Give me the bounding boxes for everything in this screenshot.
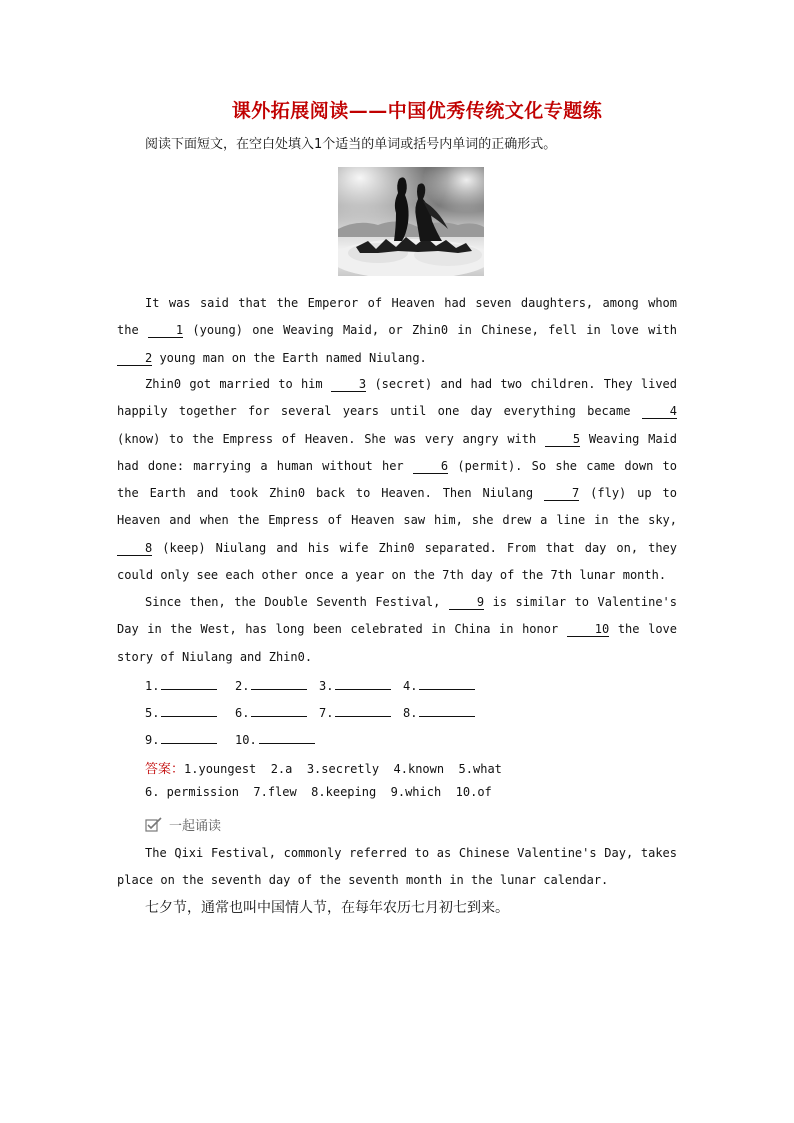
- answer-key-label: 答案：: [145, 762, 185, 777]
- blank-7: 7: [544, 486, 579, 501]
- passage-text: (secret) and had two children. They lived happily together for several years until one day everything became: [117, 377, 677, 419]
- passage-text: (know) to the Empress of Heaven. She was very angry with: [117, 431, 545, 446]
- answer-key-line-2: [145, 785, 492, 799]
- instruction-text: 阅读下面短文，在空白处填入1个适当的单词或括号内单词的正确形式。: [145, 137, 557, 152]
- slot-number: 10.: [235, 733, 257, 747]
- answer-slot-1[interactable]: [145, 677, 217, 693]
- answer-slot-8[interactable]: [403, 704, 475, 720]
- answer-slot-4[interactable]: [403, 677, 475, 693]
- checkbox-pencil-icon: [145, 817, 163, 833]
- blank-8: 8: [117, 541, 152, 556]
- read-together-english: The Qixi Festival, commonly referred to as Chinese Valentine's Day, takes place on the seventh day of the seventh month in the lunar calendar.: [117, 846, 677, 888]
- answer-slot-9[interactable]: [145, 731, 217, 747]
- blank-6: 6: [413, 459, 448, 474]
- answer-slot-3[interactable]: [319, 677, 391, 693]
- lovers-silhouette-image: [338, 167, 484, 276]
- passage-text: young man on the Earth named Niulang.: [152, 350, 427, 365]
- answer-line: [161, 704, 217, 717]
- answer-line: [419, 704, 475, 717]
- slot-number: 1.: [145, 679, 160, 693]
- passage-paragraph-1: [117, 290, 677, 372]
- slot-number: 6.: [235, 706, 250, 720]
- answer-line: [259, 731, 315, 744]
- passage-text: (fly) up to Heaven and when the Empress of Heaven saw him, she drew a line in the sky,: [117, 486, 677, 528]
- answer-key-text: 6. permission 7.flew 8.keeping 9.which 10.of: [145, 785, 492, 799]
- blank-9: 9: [449, 595, 484, 610]
- slot-number: 5.: [145, 706, 160, 720]
- blank-2: 2: [117, 351, 152, 366]
- answer-key-line-1: [145, 758, 502, 777]
- slot-number: 8.: [403, 706, 418, 720]
- blank-4: 4: [642, 404, 677, 419]
- answer-line: [251, 704, 307, 717]
- answer-key-text: 1.youngest 2.a 3.secretly 4.known 5.what: [184, 762, 502, 776]
- slot-number: 9.: [145, 733, 160, 747]
- passage-text: is similar to Valentine's Day in the West, has long been celebrated in China in honor: [117, 595, 677, 637]
- passage-text: (permit). So she came down to the Earth and took Zhin0 back to Heaven. Then Niulang: [117, 458, 677, 501]
- blank-3: 3: [331, 377, 366, 392]
- passage-text: (keep) Niulang and his wife Zhin0 separated. From that day on, they could only see each other once a year on the 7th day of the 7th lunar month.: [117, 540, 677, 583]
- slot-number: 2.: [235, 679, 250, 693]
- blank-1: 1: [148, 323, 183, 338]
- answer-line: [335, 677, 391, 690]
- answer-line: [419, 677, 475, 690]
- passage-paragraph-3: [117, 589, 677, 671]
- answer-line: [161, 677, 217, 690]
- answer-line: [335, 704, 391, 717]
- answer-slot-6[interactable]: [235, 704, 307, 720]
- passage-text: Zhin0 got married to him: [145, 377, 331, 391]
- answer-line: [251, 677, 307, 690]
- answer-slot-2[interactable]: [235, 677, 307, 693]
- slot-number: 3.: [319, 679, 334, 693]
- answer-slot-7[interactable]: [319, 704, 391, 720]
- qixi-illustration: [338, 167, 484, 276]
- blank-10: 10: [567, 622, 609, 637]
- read-together-chinese: 七夕节，通常也叫中国情人节，在每年农历七月初七到来。: [145, 900, 509, 916]
- slot-number: 4.: [403, 679, 418, 693]
- passage-text: the love story of Niulang and Zhin0.: [117, 622, 677, 664]
- passage-paragraph-2: [117, 371, 677, 589]
- page-title: 课外拓展阅读——中国优秀传统文化专题练: [231, 100, 603, 122]
- answer-line: [161, 731, 217, 744]
- passage-text: (young) one Weaving Maid, or Zhin0 in Chinese, fell in love with: [183, 323, 677, 338]
- blank-5: 5: [545, 432, 580, 447]
- answer-slot-5[interactable]: [145, 704, 217, 720]
- answer-slot-10[interactable]: [235, 731, 315, 747]
- passage-text: It was said that the Emperor of Heaven had seven daughters, among whom the: [117, 296, 677, 338]
- slot-number: 7.: [319, 706, 334, 720]
- read-together-label: 一起诵读: [169, 819, 222, 834]
- passage-text: Since then, the Double Seventh Festival,: [145, 595, 449, 609]
- passage-text: Weaving Maid had done: marrying a human without her: [117, 431, 677, 473]
- read-together-header: [145, 815, 221, 834]
